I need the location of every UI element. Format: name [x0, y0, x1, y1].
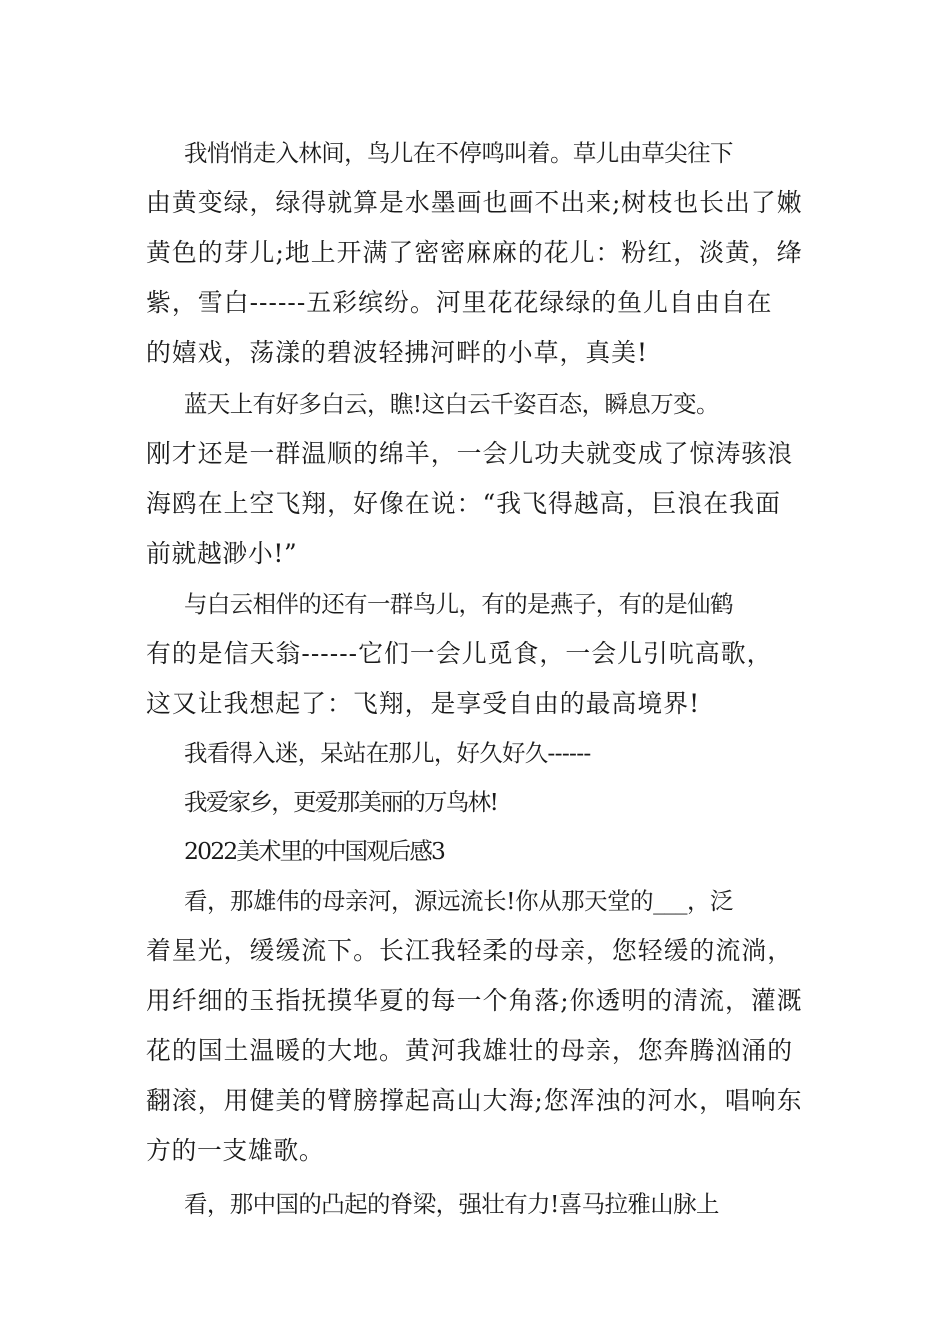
- paragraph-line: 黄色的芽儿;地上开满了密密麻麻的花儿：粉红，淡黄，绛: [146, 238, 803, 267]
- paragraph-line: 着星光，缓缓流下。长江我轻柔的母亲，您轻缓的流淌，: [146, 936, 794, 965]
- paragraph-line: 方的一支雄歌。: [146, 1136, 325, 1165]
- paragraph-line: 的嬉戏，荡漾的碧波轻拂河畔的小草，真美!: [146, 338, 649, 367]
- paragraph-line: 紫，雪白------五彩缤纷。河里花花绿绿的鱼儿自由自在: [146, 288, 773, 317]
- paragraph-line: 我悄悄走入林间，鸟儿在不停鸣叫着。草儿由草尖往下: [184, 139, 733, 167]
- paragraph-line: 海鸥在上空飞翔，好像在说：“我飞得越高，巨浪在我面: [146, 489, 781, 518]
- paragraph-line: 这又让我想起了：飞翔，是享受自由的最高境界!: [146, 689, 701, 718]
- paragraph-line: 与白云相伴的还有一群鸟儿，有的是燕子，有的是仙鹤: [184, 590, 733, 618]
- paragraph-line: 我看得入迷，呆站在那儿，好久好久------: [184, 739, 591, 767]
- paragraph-line: 刚才还是一群温顺的绵羊，一会儿功夫就变成了惊涛骇浪: [146, 439, 794, 468]
- paragraph-line: 看，那雄伟的母亲河，源远流长!你从那天堂的___，泛: [184, 887, 734, 915]
- paragraph-line: 有的是信天翁------它们一会儿觅食，一会儿引吭高歌，: [146, 639, 773, 668]
- paragraph-line: 由黄变绿，绿得就算是水墨画也画不出来;树枝也长出了嫩: [146, 188, 803, 217]
- paragraph-line: 我爱家乡，更爱那美丽的万鸟林!: [184, 788, 498, 816]
- paragraph-line: 前就越渺小!”: [146, 539, 298, 568]
- paragraph-line: 翻滚，用健美的臂膀撑起高山大海;您浑浊的河水，唱响东: [146, 1086, 803, 1115]
- paragraph-line: 看，那中国的凸起的脊梁，强壮有力!喜马拉雅山脉上: [184, 1190, 719, 1218]
- paragraph-line: 用纤细的玉指抚摸华夏的每一个角落;你透明的清流，灌溉: [146, 986, 803, 1015]
- paragraph-line: 花的国土温暖的大地。黄河我雄壮的母亲，您奔腾汹涌的: [146, 1036, 794, 1065]
- paragraph-line: 蓝天上有好多白云，瞧!这白云千姿百态，瞬息万变。: [184, 390, 719, 418]
- section-heading: 2022美术里的中国观后感3: [184, 837, 445, 865]
